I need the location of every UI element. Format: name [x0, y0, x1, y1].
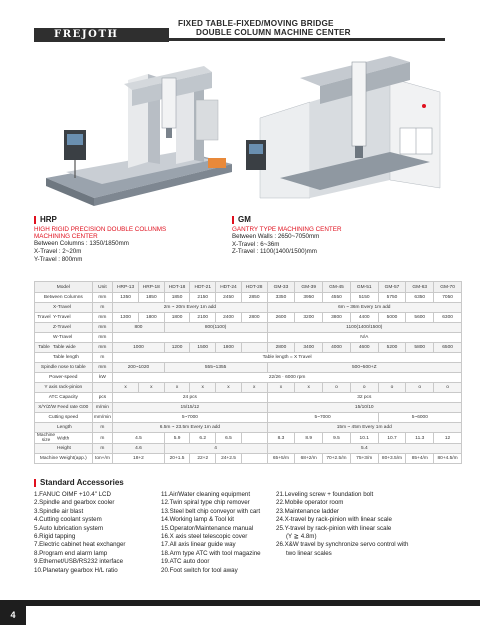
- gm-model-info: [232, 215, 342, 256]
- table-row: Machine Weight(app.) ton+/m 18+2 20+1.5 22+2 24+2.5 65+5/m 68+2/m 70+2.5/m 75+3/m 80+3.5/m 85+4/m 80+4.5/m: [35, 454, 462, 464]
- hrp-machine-illustration: [36, 60, 236, 210]
- accent-bar: [34, 216, 36, 224]
- list-item: 25.Y-travel by rack-pinion with linear scale: [276, 524, 392, 532]
- header-cell: HRP-18: [138, 282, 164, 293]
- header-cell: GM-45: [323, 282, 351, 293]
- list-item: 13.Steel belt chip conveyor with cart: [161, 507, 261, 515]
- model-spec-line: Between Columns : 1350/1850mm: [34, 240, 129, 248]
- table-row: Table Table wide mm 1000 1200 1500 1800 2800 3400 4000 4600 5200 5800 6500: [35, 343, 462, 353]
- list-item: 24.X-travel by rack-pinion with linear scale: [276, 516, 392, 524]
- page-header: [0, 0, 480, 44]
- list-item: 10.Planetary gearbox H/L ratio: [34, 566, 118, 574]
- header-cell: HDT-24: [216, 282, 242, 293]
- list-item: 4.Cutting coolant system: [34, 516, 102, 524]
- list-item: 16.X axis steel telescopic cover: [161, 533, 248, 541]
- model-name: HRP: [40, 215, 57, 224]
- list-item: 21.Leveling screw + foundation bolt: [276, 491, 374, 498]
- header-cell: GM-57: [378, 282, 406, 293]
- table-row: Y axis rack-pinion x x x x x x x x o o o o o: [35, 383, 462, 393]
- model-subtitle: GANTRY TYPE MACHINING CENTER: [232, 226, 342, 233]
- table-row: Height m 4.6 4 5.4: [35, 444, 462, 454]
- list-item: (Y ≧ 4.8m): [286, 533, 317, 541]
- list-item: 23.Maintenance ladder: [276, 507, 339, 515]
- model-spec-line: X-Travel : 6~36m: [232, 240, 280, 248]
- page-title-line2: DOUBLE COLUMN MACHINE CENTER: [196, 28, 351, 37]
- model-name: GM: [238, 215, 251, 224]
- header-cell: GM-51: [350, 282, 378, 293]
- list-item: 3.Spindle air blast: [34, 507, 84, 515]
- spec-table: [34, 281, 462, 464]
- table-row: Z-Travel mm 800 800(1100) 1100(1400/1500): [35, 323, 462, 333]
- list-item: 2.Spindle and gearbox cooler: [34, 499, 115, 507]
- header-cell: HDT-21: [190, 282, 216, 293]
- header-rule: [169, 38, 445, 41]
- footer-bar: [0, 600, 480, 606]
- header-cell: HDT-28: [241, 282, 267, 293]
- accessories-column-2: [161, 491, 261, 575]
- accessories-title: Standard Accessories: [34, 478, 124, 487]
- table-row: ATC Capacity pcs 24 pcs 32 pcs: [35, 393, 462, 403]
- hrp-model-info: [34, 215, 166, 263]
- list-item: 17.All axis linear guide way: [161, 541, 236, 549]
- list-item: 26.X&W travel by synchronize servo control with: [276, 541, 409, 549]
- table-row: X-Travel m 2m ~ 20m Every 1m add 6m ~ 36m Every 1m add: [35, 303, 462, 313]
- table-header-row: [35, 282, 462, 293]
- list-item: 18.Arm type ATC with tool magazine: [161, 549, 261, 557]
- list-item: 11.Air/Water cleaning equipment: [161, 491, 251, 498]
- page-title-line1: FIXED TABLE-FIXED/MOVING BRIDGE: [178, 19, 334, 28]
- gm-machine-image: [240, 48, 460, 208]
- header-cell: HDT-18: [164, 282, 190, 293]
- list-item: 19.ATC auto door: [161, 558, 210, 566]
- hrp-machine-image: [36, 60, 236, 210]
- header-cell: Unit: [92, 282, 113, 293]
- list-item: 14.Working lamp & Tool kit: [161, 516, 235, 524]
- list-item: 8.Program end alarm lamp: [34, 549, 108, 557]
- table-row: Cutting speed mm/min 5~7000 5~7000 5~6000: [35, 413, 462, 423]
- header-cell: GM-39: [295, 282, 323, 293]
- header-cell: Model: [35, 282, 93, 293]
- table-row: Power-speed kW 22/26 · 6000 rpm: [35, 373, 462, 383]
- list-item: 15.Operator/Maintenance manual: [161, 524, 254, 532]
- model-subtitle: HIGH RIGID PRECISION DOUBLE COLUNMS MACHINING CENTER: [34, 226, 167, 241]
- list-item: 5.Auto lubrication system: [34, 524, 104, 532]
- model-spec-line: Between Walls : 2650~7050mm: [232, 233, 320, 241]
- header-cell: GM-70: [434, 282, 462, 293]
- list-item: 9.Ethernet/USB/RS232 interface: [34, 558, 124, 566]
- accent-bar: [232, 216, 234, 224]
- model-spec-line: Z-Travel : 1100(1400/1500)mm: [232, 248, 317, 256]
- list-item: 7.Electric cabinet heat exchanger: [34, 541, 126, 549]
- table-row: Table length m Table length = X Travel: [35, 353, 462, 363]
- table-row: Travel Y-Travel mm 1300 1800 1800 2100 2400 2800 2600 3200 3800 4400 5000 5600 6300: [35, 313, 462, 323]
- brand-name: FREJOTH: [54, 29, 119, 40]
- list-item: 12.Twin spiral type chip remover: [161, 499, 250, 507]
- header-cell: HRP-13: [113, 282, 139, 293]
- header-cell: GM-33: [267, 282, 295, 293]
- table-row: Between Columns mm 1350 1850 1850 2150 2450 2850 3350 3950 4550 5150 5750 6350 7050: [35, 293, 462, 303]
- list-item: 6.Rigid tapping: [34, 533, 76, 541]
- list-item: two linear scales: [286, 549, 332, 557]
- table-row: Spindle nose to table mm 200~1020 555~1355 500~500+Z: [35, 363, 462, 373]
- gm-machine-illustration: [240, 48, 460, 208]
- brand-logo: [34, 28, 169, 42]
- accessories-column-1: [34, 491, 126, 575]
- model-spec-line: Y-Travel : 800mm: [34, 255, 83, 263]
- page-number: 4: [0, 606, 26, 625]
- table-row: Machine size Width m 4.5 5.9 6.2 6.5 8.3 8.9 9.5 10.1 10.7 11.3 12: [35, 433, 462, 444]
- header-cell: GM-63: [406, 282, 434, 293]
- list-item: 20.Foot switch for tool away: [161, 566, 238, 574]
- accessories-column-3: [276, 491, 408, 558]
- list-item: 22.Mobile operator room: [276, 499, 344, 507]
- table-row: X/Y/Z/W Feed rate G00 m/min 15/15/12 15/10/10: [35, 403, 462, 413]
- accent-bar: [34, 479, 36, 487]
- model-spec-line: X-Travel : 2~20m: [34, 248, 82, 255]
- list-item: 1.FANUC OIMF +10.4" LCD: [34, 491, 111, 498]
- table-row: Length m 6.5m ~ 23.5m Every 1m add 15m ~ 45m Every 1m add: [35, 423, 462, 433]
- table-row: W-Travel mm N/A: [35, 333, 462, 343]
